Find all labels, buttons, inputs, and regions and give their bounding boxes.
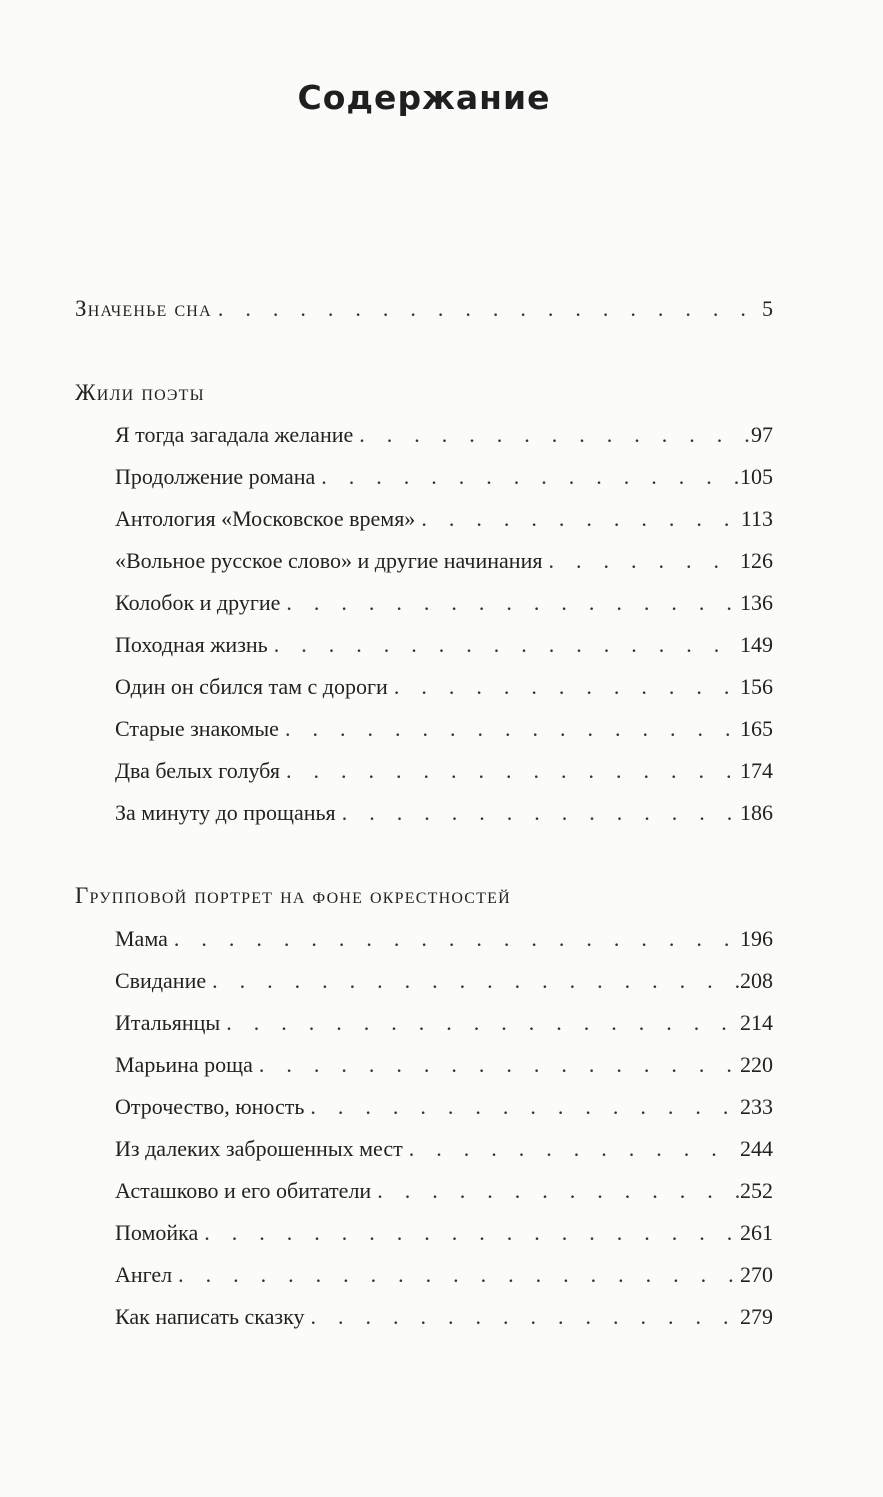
dot-leader xyxy=(353,422,751,448)
toc-page-number: 165 xyxy=(740,716,773,741)
toc-entry-title: Помойка xyxy=(115,1220,199,1245)
toc-page-number: 208 xyxy=(740,968,773,993)
toc-entry[interactable] xyxy=(115,1304,773,1340)
page-title: Содержание xyxy=(297,78,551,117)
dot-leader xyxy=(279,716,740,742)
toc-entry[interactable] xyxy=(115,1178,773,1214)
dot-leader xyxy=(220,1010,740,1036)
toc-page-number: 270 xyxy=(740,1262,773,1287)
toc-entry[interactable] xyxy=(115,968,773,1004)
toc-entry-title: Два белых голубя xyxy=(115,758,280,783)
toc-entry[interactable] xyxy=(115,548,773,584)
toc-entry[interactable] xyxy=(115,1220,773,1256)
toc-page-number: 186 xyxy=(740,800,773,825)
toc-entry-title: Из далеких заброшенных мест xyxy=(115,1136,403,1161)
toc-entry-title: Я тогда загадала желание xyxy=(115,422,354,447)
dot-leader xyxy=(542,548,740,574)
toc-entry[interactable] xyxy=(115,632,773,668)
dot-leader xyxy=(315,464,740,490)
dot-leader xyxy=(198,1220,740,1246)
toc-page-number: 113 xyxy=(740,506,773,531)
toc-entry[interactable] xyxy=(115,1052,773,1088)
toc-entry[interactable] xyxy=(115,464,773,500)
toc-section xyxy=(75,380,773,416)
toc-page-number: 149 xyxy=(740,632,773,657)
toc-entry[interactable] xyxy=(115,674,773,710)
toc-entry-title: Старые знакомые xyxy=(115,716,279,741)
toc-entry-title: За минуту до прощанья xyxy=(115,800,336,825)
dot-leader xyxy=(403,1136,740,1162)
dot-leader xyxy=(415,506,741,532)
toc-entry[interactable] xyxy=(115,1262,773,1298)
dot-leader xyxy=(388,674,740,700)
dot-leader xyxy=(336,800,740,826)
toc-entry-title: Антология «Московское время» xyxy=(115,506,416,531)
toc-page-number: 97 xyxy=(751,422,773,447)
toc-entry[interactable] xyxy=(115,590,773,626)
toc-page-number: 214 xyxy=(740,1010,773,1035)
toc-section-title: Жили поэты xyxy=(75,380,205,405)
toc-entry[interactable] xyxy=(115,758,773,794)
toc-entry-title: Свидание xyxy=(115,968,207,993)
toc-entry[interactable] xyxy=(115,716,773,752)
toc-page-number: 220 xyxy=(740,1052,773,1077)
toc-page-number: 261 xyxy=(740,1220,773,1245)
dot-leader xyxy=(304,1094,740,1120)
toc-page-number: 252 xyxy=(740,1178,773,1203)
toc-page-number: 174 xyxy=(740,758,773,783)
dot-leader xyxy=(172,1262,740,1288)
toc-entry-title: Асташково и его обитатели xyxy=(115,1178,372,1203)
toc-page-number: 136 xyxy=(740,590,773,615)
toc-section-title: Групповой портрет на фоне окрестностей xyxy=(75,883,511,908)
toc-entry-title: Колобок и другие xyxy=(115,590,281,615)
toc-entry-title: Отрочество, юность xyxy=(115,1094,305,1119)
dot-leader xyxy=(168,926,740,952)
toc-entry[interactable] xyxy=(115,1094,773,1130)
toc-entry[interactable] xyxy=(115,1136,773,1172)
toc-entry-title: «Вольное русское слово» и другие начинания xyxy=(115,548,543,573)
dot-leader xyxy=(206,968,740,994)
toc-page-number: 244 xyxy=(740,1136,773,1161)
toc-entry[interactable] xyxy=(115,1010,773,1046)
toc-page-number: 5 xyxy=(762,296,773,321)
dot-leader xyxy=(304,1304,740,1330)
toc-entry-title: Марьина роща xyxy=(115,1052,253,1077)
dot-leader xyxy=(212,296,762,322)
toc-entry-title: Значенье сна xyxy=(75,296,212,321)
toc-section[interactable] xyxy=(75,296,773,332)
toc-entry[interactable] xyxy=(115,926,773,962)
toc-entry[interactable] xyxy=(115,422,773,458)
toc-page-number: 196 xyxy=(740,926,773,951)
toc-entry-title: Ангел xyxy=(115,1262,173,1287)
toc-entry-title: Продолжение романа xyxy=(115,464,316,489)
toc-page-number: 105 xyxy=(740,464,773,489)
toc-entry[interactable] xyxy=(115,506,773,542)
toc-entry[interactable] xyxy=(115,800,773,836)
toc-entry-title: Как написать сказку xyxy=(115,1304,305,1329)
toc-section xyxy=(75,883,773,919)
toc-entry-title: Походная жизнь xyxy=(115,632,268,657)
dot-leader xyxy=(280,758,740,784)
toc-page-number: 156 xyxy=(740,674,773,699)
toc-page-number: 233 xyxy=(740,1094,773,1119)
dot-leader xyxy=(280,590,740,616)
toc-entry-title: Мама xyxy=(115,926,168,951)
dot-leader xyxy=(253,1052,740,1078)
dot-leader xyxy=(371,1178,740,1204)
toc-entry-title: Итальянцы xyxy=(115,1010,221,1035)
toc-page-number: 126 xyxy=(740,548,773,573)
dot-leader xyxy=(268,632,740,658)
toc-entry-title: Один он сбился там с дороги xyxy=(115,674,388,699)
toc-page-number: 279 xyxy=(740,1304,773,1329)
